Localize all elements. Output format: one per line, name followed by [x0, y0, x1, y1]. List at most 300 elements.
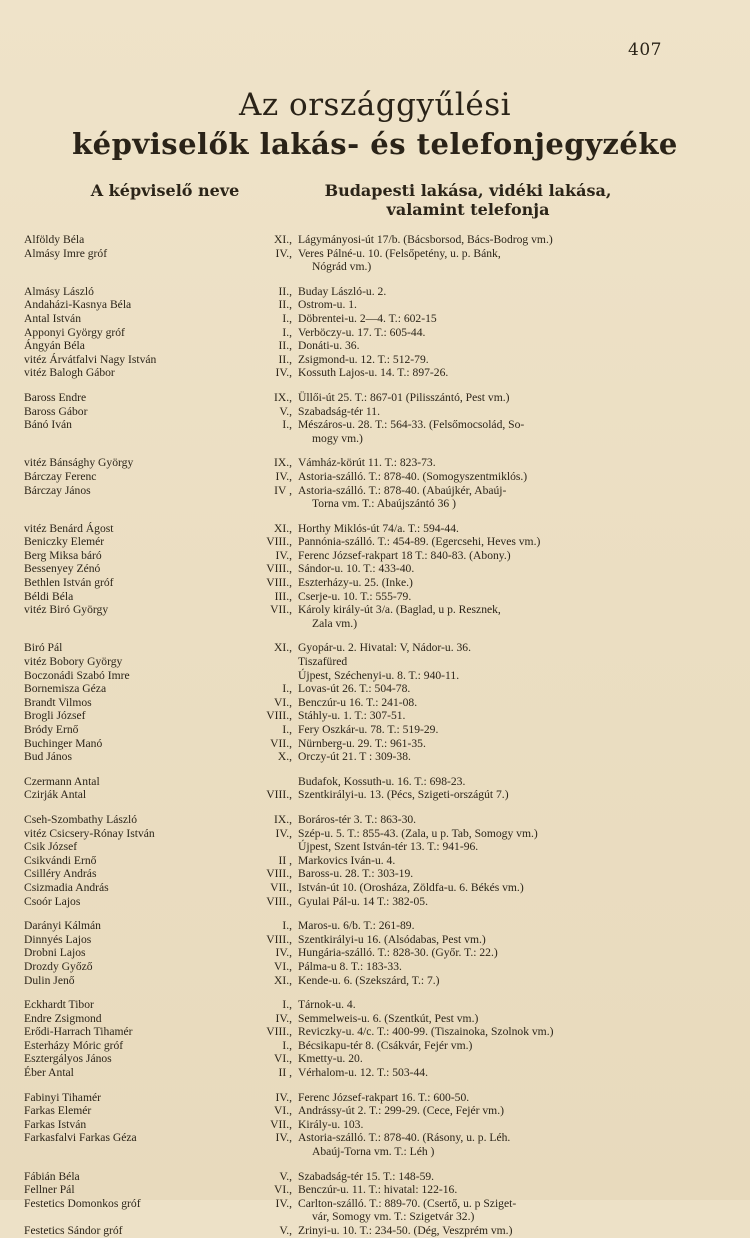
address-line: Szabadság-tér 15. T.: 148-59.	[298, 1169, 435, 1183]
address-block	[298, 919, 668, 933]
district-number: VIII.,	[266, 709, 292, 723]
representative-name: Darányi Kálmán	[24, 919, 101, 933]
address-block	[298, 641, 668, 655]
representative-name: Bárczay János	[24, 483, 91, 497]
address-line: Orczy-út 21. T : 309-38.	[298, 750, 411, 764]
address-block	[298, 535, 668, 549]
address-block	[298, 737, 668, 751]
representative-name: Beniczky Elemér	[24, 535, 105, 549]
district-number: VI.,	[273, 1183, 292, 1197]
address-line: Buday László-u. 2.	[298, 284, 387, 298]
address-line: Zala vm.)	[312, 616, 358, 630]
address-block	[298, 827, 668, 841]
representative-name: Csizmadia András	[24, 880, 109, 894]
address-block	[298, 576, 668, 590]
list-item	[0, 1197, 750, 1224]
list-item	[0, 737, 750, 751]
representative-name: Almásy Imre gróf	[24, 246, 108, 260]
address-line: Benczúr-u. 11. T.: hivatal: 122-16.	[298, 1183, 458, 1197]
column-heading-address	[298, 181, 638, 219]
representative-name: vitéz Bobory György	[24, 655, 123, 669]
address-block	[298, 974, 668, 988]
representative-name: Bánó Iván	[24, 418, 72, 432]
representative-name: Cseh-Szombathy László	[24, 812, 138, 826]
district-number: V.,	[279, 1224, 292, 1237]
address-block	[298, 484, 668, 511]
representative-name: Csikvándi Ernő	[24, 853, 97, 867]
list-item	[0, 576, 750, 590]
district-number: VIII.,	[266, 562, 292, 576]
address-line: István-út 10. (Orosháza, Zöldfa-u. 6. Békés vm.)	[298, 880, 524, 894]
address-line: Tiszafüred	[298, 655, 348, 669]
representative-name: Drozdy Győző	[24, 959, 93, 973]
address-line: Döbrentei-u. 2—4. T.: 602-15	[298, 311, 437, 325]
list-item	[0, 1104, 750, 1118]
address-block	[298, 1183, 668, 1197]
address-line: Károly király-út 3/a. (Baglad, u p. Resznek,	[298, 603, 501, 617]
list-item	[0, 366, 750, 380]
representative-name: Eckhardt Tibor	[24, 998, 94, 1012]
representative-name: Bethlen István gróf	[24, 576, 114, 590]
address-block	[298, 723, 668, 737]
page-title-line-1: Az országgyűlési	[238, 87, 512, 123]
list-item	[0, 919, 750, 933]
district-number: VI.,	[273, 1052, 292, 1066]
address-block	[298, 353, 668, 367]
district-number: IX.,	[273, 456, 292, 470]
district-number: VII.,	[270, 880, 292, 894]
district-number: II ,	[278, 1066, 292, 1080]
list-item	[0, 562, 750, 576]
list-item	[0, 933, 750, 947]
address-block	[298, 247, 668, 274]
district-number: IX.,	[273, 812, 292, 826]
address-line: Baross-u. 28. T.: 303-19.	[298, 867, 414, 881]
address-line: Király-u. 103.	[298, 1117, 364, 1131]
representative-name: vitéz Benárd Ágost	[24, 521, 114, 535]
address-line: Verböczy-u. 17. T.: 605-44.	[298, 325, 426, 339]
representative-name: Alföldy Béla	[24, 233, 85, 246]
address-block	[298, 1012, 668, 1026]
list-item	[0, 522, 750, 536]
representative-name: vitéz Árvátfalvi Nagy István	[24, 352, 157, 366]
district-number: I.,	[282, 919, 292, 933]
representative-name: Brandt Vilmos	[24, 695, 92, 709]
district-number: V.,	[279, 404, 292, 418]
address-line: Carlton-szálló. T.: 889-70. (Csertő, u. p Sziget-	[298, 1196, 517, 1210]
representative-name: Apponyi György gróf	[24, 325, 125, 339]
address-line: Kmetty-u. 20.	[298, 1052, 363, 1066]
representative-name: Baross Gábor	[24, 404, 88, 418]
district-number: XI.,	[273, 233, 292, 246]
list-item	[0, 1052, 750, 1066]
representative-name: vitéz Bánsághy György	[24, 456, 134, 470]
representative-name: Bud János	[24, 750, 72, 764]
representative-name: Drobni Lajos	[24, 946, 86, 960]
district-number: IV.,	[275, 246, 292, 260]
representative-name: Endre Zsigmond	[24, 1011, 102, 1025]
list-item	[0, 974, 750, 988]
address-block	[298, 682, 668, 696]
representative-name: Festetics Sándor gróf	[24, 1224, 123, 1237]
list-item	[0, 1224, 750, 1238]
list-item	[0, 813, 750, 827]
address-line: Eszterházy-u. 25. (Inke.)	[298, 576, 413, 590]
representative-name: Biró Pál	[24, 641, 63, 655]
address-line: Szabadság-tér 11.	[298, 404, 380, 418]
list-item	[0, 881, 750, 895]
representative-name: Fellner Pál	[24, 1183, 75, 1197]
representative-name: Andaházi-Kasnya Béla	[24, 298, 132, 312]
list-item	[0, 484, 750, 511]
representative-name: Csilléry András	[24, 867, 97, 881]
address-line: Boráros-tér 3. T.: 863-30.	[298, 812, 417, 826]
district-number: VI.,	[273, 1104, 292, 1118]
address-block	[298, 655, 668, 669]
district-number: IV.,	[275, 548, 292, 562]
district-number: I.,	[282, 418, 292, 432]
list-item	[0, 1183, 750, 1197]
address-block	[298, 233, 668, 247]
representative-name: Bornemisza Géza	[24, 682, 107, 696]
list-item	[0, 418, 750, 445]
district-number: IV.,	[275, 1196, 292, 1210]
address-block	[298, 1091, 668, 1105]
address-line: Zsigmond-u. 12. T.: 512-79.	[298, 352, 429, 366]
district-number: I.,	[282, 311, 292, 325]
representative-name: Festetics Domonkos gróf	[24, 1196, 141, 1210]
representative-name: Fabinyi Tihamér	[24, 1090, 101, 1104]
list-item	[0, 854, 750, 868]
district-number: VIII.,	[266, 576, 292, 590]
address-line: Torna vm. T.: Abaújszántó 36 )	[312, 497, 456, 511]
column-heading-name: A képviselő neve	[90, 181, 240, 200]
address-block	[298, 391, 668, 405]
address-line: vár, Somogy vm. T.: Szigetvár 32.)	[312, 1210, 475, 1224]
list-item	[0, 353, 750, 367]
address-line: Maros-u. 6/b. T.: 261-89.	[298, 919, 415, 933]
address-block	[298, 405, 668, 419]
address-block	[298, 775, 668, 789]
representative-name: Csoór Lajos	[24, 894, 81, 908]
representative-name: vitéz Csicsery-Rónay István	[24, 826, 155, 840]
representative-name: Boczonádi Szabó Imre	[24, 668, 130, 682]
list-item	[0, 1118, 750, 1132]
list-item	[0, 339, 750, 353]
address-block	[298, 960, 668, 974]
list-item	[0, 682, 750, 696]
address-block	[298, 366, 668, 380]
list-item	[0, 750, 750, 764]
address-block	[298, 933, 668, 947]
column-heading-address-line-1: Budapesti lakása, vidéki lakása,	[324, 181, 612, 200]
representative-list	[0, 233, 750, 1238]
address-block	[298, 549, 668, 563]
district-number: VIII.,	[266, 867, 292, 881]
address-block	[298, 813, 668, 827]
list-item	[0, 590, 750, 604]
address-line: Fery Oszkár-u. 78. T.: 519-29.	[298, 723, 439, 736]
list-item	[0, 456, 750, 470]
district-number: V.,	[279, 1169, 292, 1183]
address-line: Lovas-út 26. T.: 504-78.	[298, 682, 411, 696]
list-item	[0, 298, 750, 312]
representative-name: vitéz Biró György	[24, 603, 109, 617]
address-block	[298, 709, 668, 723]
district-number: I.,	[282, 682, 292, 696]
address-line: Ostrom-u. 1.	[298, 298, 357, 312]
address-line: Zrinyi-u. 10. T.: 234-50. (Dég, Veszprém vm.)	[298, 1224, 513, 1237]
list-item	[0, 405, 750, 419]
representative-name: Czermann Antal	[24, 774, 100, 788]
district-number: I.,	[282, 325, 292, 339]
list-item	[0, 946, 750, 960]
address-block	[298, 1104, 668, 1118]
district-number: III.,	[274, 589, 292, 603]
representative-name: Berg Miksa báró	[24, 548, 102, 562]
list-item	[0, 1170, 750, 1184]
list-item	[0, 709, 750, 723]
representative-name: Dulin Jenő	[24, 973, 75, 987]
district-number: VIII.,	[266, 1025, 292, 1039]
representative-name: Esztergályos János	[24, 1052, 112, 1066]
list-item	[0, 1025, 750, 1039]
address-line: Veres Pálné-u. 10. (Felsőpetény, u. p. Bánk,	[298, 246, 501, 260]
address-block	[298, 881, 668, 895]
district-number: II.,	[278, 339, 292, 353]
representative-name: Buchinger Manó	[24, 736, 103, 750]
district-number: XI.,	[273, 641, 292, 655]
list-item	[0, 391, 750, 405]
address-block	[298, 298, 668, 312]
district-number: VIII.,	[266, 535, 292, 549]
address-block	[298, 522, 668, 536]
address-line: Cserje-u. 10. T.: 555-79.	[298, 589, 412, 603]
representative-name: Farkas Elemér	[24, 1104, 92, 1118]
representative-name: Baross Endre	[24, 390, 87, 404]
address-line: Kossuth Lajos-u. 14. T.: 897-26.	[298, 366, 449, 380]
list-item	[0, 696, 750, 710]
page-title-line-2: képviselők lakás- és telefonjegyzéke	[72, 127, 678, 161]
address-block	[298, 603, 668, 630]
list-item	[0, 470, 750, 484]
list-item	[0, 775, 750, 789]
district-number: IV.,	[275, 1011, 292, 1025]
district-number: II.,	[278, 352, 292, 366]
list-item	[0, 867, 750, 881]
address-block	[298, 669, 668, 683]
address-block	[298, 998, 668, 1012]
representative-name: Bródy Ernő	[24, 723, 79, 736]
address-block	[298, 1131, 668, 1158]
address-line: Gyopár-u. 2. Hivatal: V, Nádor-u. 36.	[298, 641, 471, 655]
address-line: mogy vm.)	[312, 431, 363, 445]
address-line: Benczúr-u 16. T.: 241-08.	[298, 695, 418, 709]
address-line: Markovics Iván-u. 4.	[298, 853, 396, 867]
address-block	[298, 1025, 668, 1039]
list-item	[0, 1066, 750, 1080]
district-number: IX.,	[273, 390, 292, 404]
address-block	[298, 590, 668, 604]
list-item	[0, 285, 750, 299]
list-item	[0, 247, 750, 274]
list-item	[0, 960, 750, 974]
list-item	[0, 326, 750, 340]
address-block	[298, 418, 668, 445]
list-item	[0, 655, 750, 669]
address-line: Nógrád vm.)	[312, 260, 372, 274]
list-item	[0, 788, 750, 802]
list-item	[0, 1091, 750, 1105]
representative-name: Esterházy Móric gróf	[24, 1038, 124, 1052]
list-item	[0, 549, 750, 563]
district-number: VII.,	[270, 603, 292, 617]
district-number: XI.,	[273, 973, 292, 987]
address-line: Bécsikapu-tér 8. (Csákvár, Fejér vm.)	[298, 1038, 473, 1052]
district-number: II.,	[278, 284, 292, 298]
address-line: Vámház-körút 11. T.: 823-73.	[298, 456, 436, 470]
address-block	[298, 1170, 668, 1184]
address-line: Pálma-u 8. T.: 183-33.	[298, 959, 402, 973]
district-number: VI.,	[273, 695, 292, 709]
address-block	[298, 946, 668, 960]
district-number: X.,	[277, 750, 292, 764]
representative-name: Dinnyés Lajos	[24, 932, 92, 946]
page-number: 407	[628, 40, 662, 60]
address-line: Vérhalom-u. 12. T.: 503-44.	[298, 1066, 428, 1080]
representative-name: Bárczay Ferenc	[24, 469, 97, 483]
district-number: IV ,	[274, 483, 292, 497]
address-block	[298, 326, 668, 340]
column-heading-address-line-2: valamint telefonja	[386, 200, 550, 219]
address-block	[298, 339, 668, 353]
district-number: VI.,	[273, 959, 292, 973]
representative-name: vitéz Balogh Gábor	[24, 366, 115, 380]
address-line: Gyulai Pál-u. 14 T.: 382-05.	[298, 894, 428, 908]
address-line: Astoria-szálló. T.: 878-40. (Abaújkér, Abaúj-	[298, 483, 507, 497]
list-item	[0, 312, 750, 326]
address-block	[298, 696, 668, 710]
address-block	[298, 1224, 668, 1238]
address-block	[298, 895, 668, 909]
address-line: Abaúj-Torna vm. T.: Léh )	[312, 1145, 435, 1159]
list-item	[0, 827, 750, 841]
district-number: II.,	[278, 298, 292, 312]
address-block	[298, 285, 668, 299]
representative-name: Fábián Béla	[24, 1169, 80, 1183]
address-block	[298, 788, 668, 802]
representative-name: Ángyán Béla	[24, 339, 85, 353]
representative-name: Brogli József	[24, 709, 86, 723]
address-block	[298, 1066, 668, 1080]
address-block	[298, 312, 668, 326]
address-line: Astoria-szálló. T.: 878-40. (Rásony, u. p. Léh.	[298, 1131, 511, 1145]
address-block	[298, 456, 668, 470]
district-number: IV.,	[275, 469, 292, 483]
district-number: IV.,	[275, 366, 292, 380]
district-number: VII.,	[270, 1117, 292, 1131]
district-number: IV.,	[275, 1131, 292, 1145]
representative-name: Csik József	[24, 840, 78, 854]
district-number: VIII.,	[266, 894, 292, 908]
district-number: I.,	[282, 1038, 292, 1052]
address-block	[298, 470, 668, 484]
address-line: Pannónia-szálló. T.: 454-89. (Egercsehi, Heves vm.)	[298, 535, 541, 549]
list-item	[0, 1012, 750, 1026]
address-line: Üllői-út 25. T.: 867-01 (Pilisszántó, Pest vm.)	[298, 390, 510, 404]
address-line: Sándor-u. 10. T.: 433-40.	[298, 562, 415, 576]
list-item	[0, 669, 750, 683]
district-number: IV.,	[275, 826, 292, 840]
list-item	[0, 535, 750, 549]
address-line: Budafok, Kossuth-u. 16. T.: 698-23.	[298, 774, 466, 788]
address-line: Nürnberg-u. 29. T.: 961-35.	[298, 736, 426, 750]
district-number: I.,	[282, 998, 292, 1012]
address-line: Ferenc József-rakpart 18 T.: 840-83. (Abony.)	[298, 548, 511, 562]
district-number: VIII.,	[266, 788, 292, 802]
address-line: Hungária-szálló. T.: 828-30. (Győr. T.: 22.)	[298, 946, 498, 960]
address-block	[298, 840, 668, 854]
address-line: Szép-u. 5. T.: 855-43. (Zala, u p. Tab, Somogy vm.)	[298, 826, 538, 840]
representative-name: Farkas István	[24, 1117, 87, 1131]
address-line: Lágymányosi-út 17/b. (Bácsborsod, Bács-Bodrog vm.)	[298, 233, 553, 246]
representative-name: Béldi Béla	[24, 589, 74, 603]
district-number: XI.,	[273, 521, 292, 535]
address-block	[298, 750, 668, 764]
representative-name: Czirják Antal	[24, 788, 87, 802]
list-item	[0, 895, 750, 909]
district-number: IV.,	[275, 946, 292, 960]
list-item	[0, 233, 750, 247]
representative-name: Farkasfalvi Farkas Géza	[24, 1131, 137, 1145]
address-line: Reviczky-u. 4/c. T.: 400-99. (Tiszainoka, Szolnok vm.)	[298, 1025, 554, 1039]
list-item	[0, 998, 750, 1012]
address-line: Újpest, Szent István-tér 13. T.: 941-96.	[298, 840, 479, 854]
representative-name: Bessenyey Zénó	[24, 562, 101, 576]
address-block	[298, 562, 668, 576]
representative-name: Almásy László	[24, 284, 94, 298]
district-number: II ,	[278, 853, 292, 867]
address-line: Ferenc József-rakpart 16. T.: 600-50.	[298, 1090, 470, 1104]
address-line: Donáti-u. 36.	[298, 339, 360, 353]
address-line: Horthy Miklós-út 74/a. T.: 594-44.	[298, 521, 459, 535]
address-line: Stáhly-u. 1. T.: 307-51.	[298, 709, 406, 723]
address-line: Szentkirályi-u 16. (Alsódabas, Pest vm.)	[298, 932, 486, 946]
address-line: Szentkirályi-u. 13. (Pécs, Szigeti-országút 7.)	[298, 788, 509, 802]
list-item	[0, 840, 750, 854]
representative-name: Éber Antal	[24, 1066, 74, 1080]
district-number: VIII.,	[266, 932, 292, 946]
list-item	[0, 723, 750, 737]
representative-name: Antal István	[24, 311, 81, 325]
district-number: IV.,	[275, 1090, 292, 1104]
address-block	[298, 854, 668, 868]
address-line: Kende-u. 6. (Szekszárd, T.: 7.)	[298, 973, 440, 987]
address-line: Tárnok-u. 4.	[298, 998, 356, 1012]
list-item	[0, 1039, 750, 1053]
address-block	[298, 1052, 668, 1066]
address-line: Astoria-szálló. T.: 878-40. (Somogyszentmiklós.)	[298, 469, 528, 483]
address-block	[298, 1039, 668, 1053]
address-block	[298, 1197, 668, 1224]
address-line: Mészáros-u. 28. T.: 564-33. (Felsőmocsolád, So-	[298, 418, 525, 432]
address-line: Semmelweis-u. 6. (Szentkút, Pest vm.)	[298, 1011, 479, 1025]
address-block	[298, 867, 668, 881]
district-number: VII.,	[270, 736, 292, 750]
representative-name: Erődi-Harrach Tihamér	[24, 1025, 133, 1039]
list-item	[0, 1131, 750, 1158]
address-block	[298, 1118, 668, 1132]
